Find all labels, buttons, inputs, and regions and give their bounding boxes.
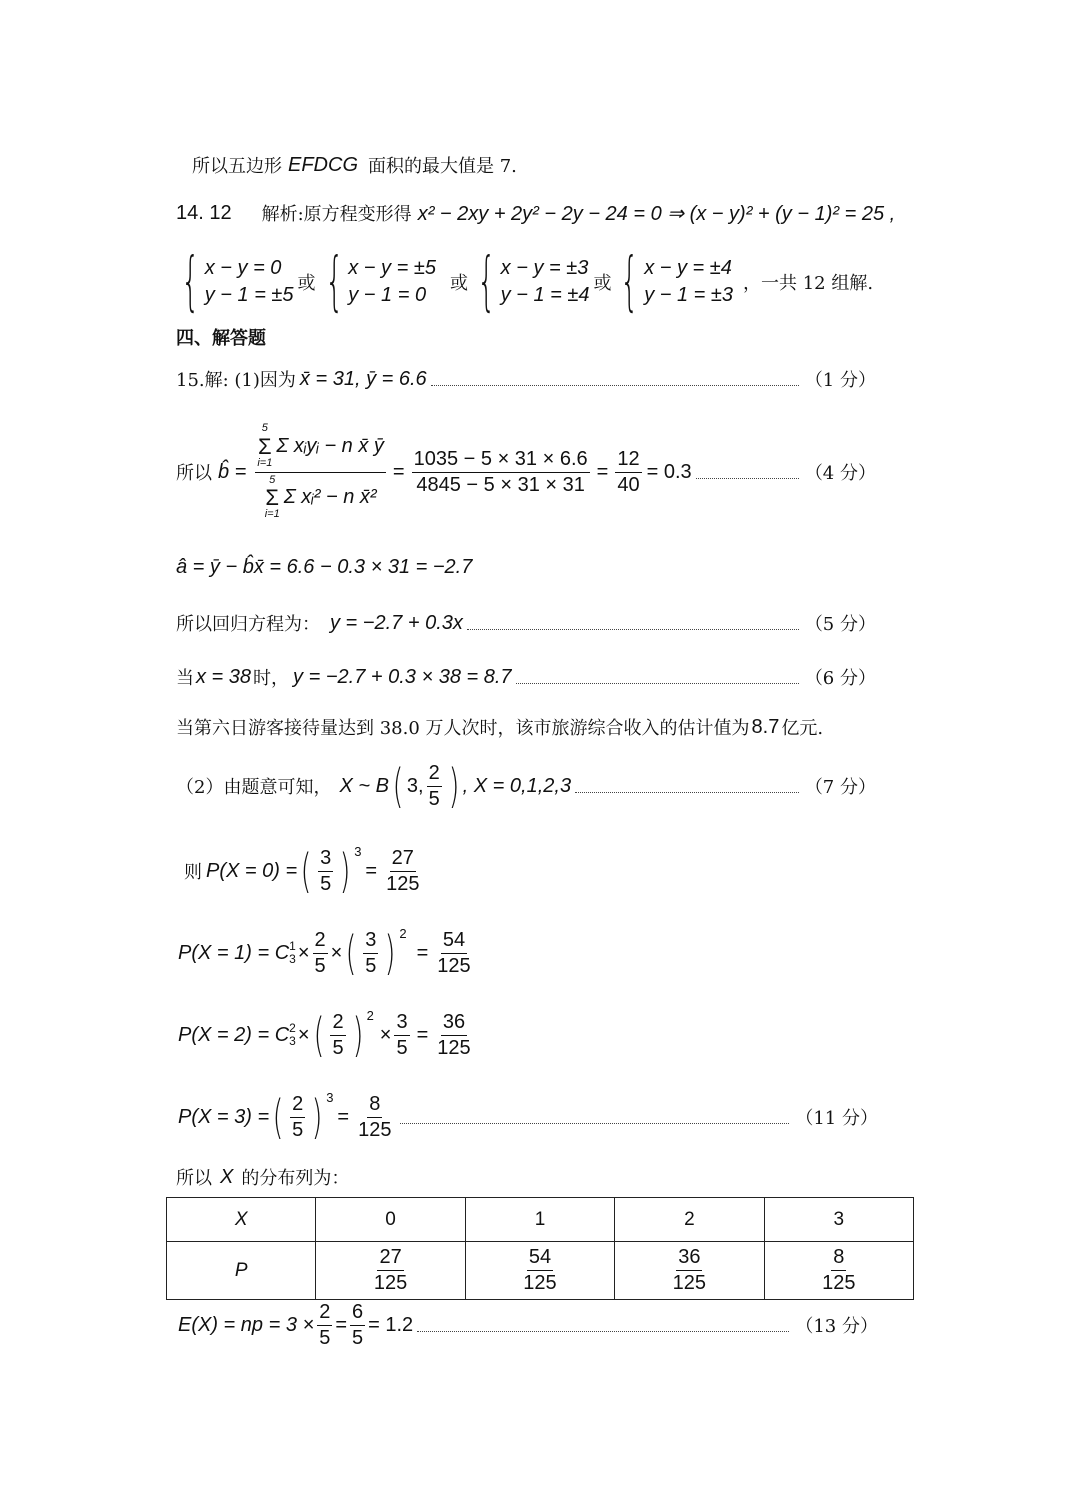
p-x2-line: P(X = 2) = C 2 3 × ( $\frac{2}{5}$ ) 2 × $\frac{3}{5}$ = $\frac{36}{125}$	[178, 1008, 471, 1062]
brace-4: {	[620, 245, 639, 319]
distribution-table	[166, 1197, 914, 1300]
binomial-p: $\frac{2}{5}$	[428, 761, 440, 810]
brace-3: {	[477, 245, 496, 319]
conclusion-line: 当第六日游客接待量达到 38.0 万人次时，该市旅游综合收入的估计值为 8.7 亿元.	[176, 715, 824, 739]
q15-line-1: 15.解: (1)因为 x̄ = 31, ȳ = 6.6 （1 分）	[176, 367, 876, 391]
system-4: x − y = ±4 y − 1 = ±3	[644, 257, 733, 306]
leader-dots	[431, 385, 799, 386]
regression-line: 所以回归方程为： y = −2.7 + 0.3x （5 分）	[176, 611, 876, 635]
p-x0-line: 则 P(X = 0) = ( $\frac{3}{5}$ ) 3 = $\frac{27}{125}$	[184, 844, 420, 898]
part2-line: （2）由题意可知， X ~ B ( 3, $\frac{2}{5}$ ) , X = 0,1,2,3 （7 分）	[176, 759, 876, 813]
leader-dots	[417, 1331, 789, 1332]
estimate-line: 当 x = 38 时， y = −2.7 + 0.3 × 38 = 8.7 （6 分）	[176, 665, 876, 689]
q14-systems-line: { x − y = 0 y − 1 = ±5 或 { x − y = ±5 y − 1 = 0 或 { x − y = ±3 y − 1 = ±4 或 { x − y = ±4 y − 1 = ±3 ，一共 12 组解.	[181, 245, 874, 319]
b-hat-fraction-3: $\frac{12}{40}$	[617, 447, 640, 496]
system-2: x − y = ±5 y − 1 = 0	[348, 257, 436, 306]
b-hat-formula: 所以 b̂ = 5 Σ i=1 Σ xᵢyᵢ − n x̄ ȳ 5 Σ i=1 Σ xᵢ² − n x̄² = $\frac{1035 - 5 \times 31 \times 6.6}{4845 - 5 \times 31 \times 31}$ = $\frac{12}{40}$ = 0.3 （4 分）	[176, 422, 876, 521]
brace-1: {	[181, 245, 200, 319]
table-row: P $\frac{27}{125}$ $\frac{54}{125}$ $\frac{36}{125}$ $\frac{8}{125}$	[167, 1242, 914, 1300]
leader-dots	[467, 629, 799, 630]
brace-2: {	[324, 245, 344, 319]
system-3: x − y = ±3 y − 1 = ±4	[500, 257, 590, 306]
pentagon-label: EFDCG	[288, 153, 358, 176]
q14-equation: x² − 2xy + 2y² − 2y − 24 = 0 ⇒ (x − y)² + (y − 1)² = 25 ,	[417, 202, 896, 225]
b-hat-fraction-1: 5 Σ i=1 Σ xᵢyᵢ − n x̄ ȳ 5 Σ i=1 Σ xᵢ² − n x̄²	[257, 422, 384, 521]
leader-dots	[516, 683, 799, 684]
system-1: x − y = 0 y − 1 = ±5	[204, 257, 294, 306]
p-x1-line: P(X = 1) = C 1 3 × $\frac{2}{5}$ × ( $\frac{3}{5}$ ) 2 = $\frac{54}{125}$	[178, 926, 471, 980]
leader-dots	[696, 478, 799, 479]
leader-dots	[575, 792, 799, 793]
pentagon-area-line: 所以五边形 EFDCG 面积的最大值是 7.	[192, 153, 517, 177]
b-hat-fraction-2: $\frac{1035 - 5 \times 31 \times 6.6}{4845 - 5 \times 31 \times 31}$	[413, 447, 588, 496]
section-heading: 四、解答题	[176, 328, 266, 349]
a-hat-line: â = ȳ − b̂x̄ = 6.6 − 0.3 × 31 = −2.7	[176, 556, 473, 578]
leader-dots	[400, 1123, 789, 1124]
table-row: X 0 1 2 3	[167, 1198, 914, 1242]
q14-answer-line: 14. 12 解析:原方程变形得 x² − 2xy + 2y² − 2y − 24 = 0 ⇒ (x − y)² + (y − 1)² = 25 ,	[176, 201, 896, 225]
expectation-line: E(X) = np = 3 × $\frac{2}{5}$ = $\frac{6}{5}$ = 1.2 （13 分）	[178, 1300, 878, 1349]
distribution-caption: 所以 X 的分布列为：	[176, 1165, 350, 1189]
p-x3-line: P(X = 3) = ( $\frac{2}{5}$ ) 3 = $\frac{8}{125}$ （11 分）	[178, 1090, 878, 1144]
